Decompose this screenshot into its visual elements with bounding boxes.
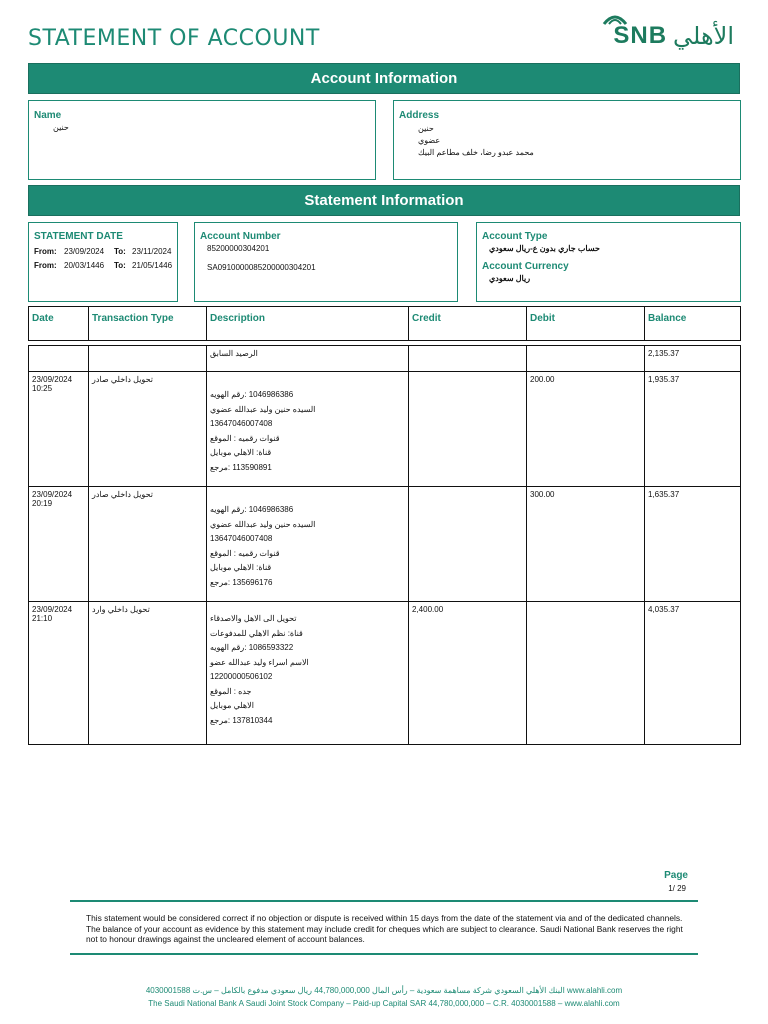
row-type: تحويل داخلي صادر	[89, 372, 207, 487]
name-value: حنين	[53, 123, 69, 132]
row-credit: 2,400.00	[409, 602, 527, 745]
row-balance: 1,935.37	[645, 372, 741, 487]
row-description: تحويل الى الاهل والاصدقاء قناة: نظم الاهلي للمدفوعات 1086593322 :رقم الهويه الاسم اسراء وليد عبدالله عضو 12200000506102 جده : الموقع الاهلي موبايل 137810344 :مرجع	[207, 602, 409, 745]
account-info-banner: Account Information	[28, 63, 740, 94]
account-type-box	[476, 222, 741, 302]
document-title: STATEMENT OF ACCOUNT	[28, 26, 320, 51]
address-line: حنين	[418, 124, 434, 133]
table-header-row	[29, 307, 741, 341]
transactions-table	[28, 306, 741, 745]
name-label: Name	[34, 110, 62, 121]
column-header-debit: Debit	[527, 307, 645, 341]
page-number: 1/ 29	[668, 884, 686, 893]
statement-date-box	[28, 222, 178, 302]
table-row	[29, 602, 741, 745]
bank-logo	[613, 14, 734, 50]
footer-english: The Saudi National Bank A Saudi Joint Stock Company – Paid-up Capital SAR 44,780,000,000 – C.R. 4030001588 – www.alahli.com	[148, 999, 620, 1008]
row-date: 23/09/2024 21:10	[29, 602, 89, 745]
to-date-hijri: 21/05/1446	[132, 261, 173, 270]
statement-date-label: STATEMENT DATE	[34, 231, 123, 242]
account-currency-value: ريال سعودي	[489, 274, 531, 283]
column-header-credit: Credit	[409, 307, 527, 341]
from-label: From:	[34, 247, 57, 256]
to-date-gregorian: 23/11/2024	[132, 247, 172, 256]
row-balance: 4,035.37	[645, 602, 741, 745]
row-debit	[527, 602, 645, 745]
column-header-balance: Balance	[645, 307, 741, 341]
disclaimer-text: This statement would be considered correct if no objection or dispute is received within 15 days from the date of the statement via and of the dedicated channels. The balance of your account as evidence by this statement may include credit for cheques which are subject to clearance. Saudi National Bank reserves the right not to honour drawings against the uncleared element of account balances.	[86, 913, 683, 944]
to-label: To:	[114, 247, 126, 256]
name-box	[28, 100, 376, 180]
row-description: 1046986386 :رقم الهويه السيده حنين وليد عبدالله عضوي 13647046007408 قنوات رقميه : الموقع قناة: الاهلي موبايل 135696176 :مرجع	[207, 487, 409, 602]
address-label: Address	[399, 110, 440, 121]
table-row	[29, 372, 741, 487]
from-date-hijri: 20/03/1446	[64, 261, 105, 270]
account-currency-label: Account Currency	[482, 261, 569, 272]
row-date: 23/09/2024 10:25	[29, 372, 89, 487]
to-label: To:	[114, 261, 126, 270]
divider-top	[70, 900, 698, 902]
row-description: 1046986386 :رقم الهويه السيده حنين وليد عبدالله عضوي 13647046007408 قنوات رقميه : الموقع قناة: الاهلي موبايل 113590891 :مرجع	[207, 372, 409, 487]
row-balance: 1,635.37	[645, 487, 741, 602]
row-date: 23/09/2024 20:19	[29, 487, 89, 602]
address-line: عضوي	[418, 136, 441, 145]
iban-value: SA0910000085200000304201	[207, 263, 316, 272]
opening-description: الرصيد السابق	[207, 346, 409, 372]
opening-balance: 2,135.37	[645, 346, 741, 372]
row-credit	[409, 372, 527, 487]
row-type: تحويل داخلي صادر	[89, 487, 207, 602]
account-type-value: حساب جاري بدون ع-ريال سعودي	[489, 244, 600, 253]
column-header-description: Description	[207, 307, 409, 341]
column-header-date: Date	[29, 307, 89, 341]
from-label: From:	[34, 261, 57, 270]
address-box	[393, 100, 741, 180]
column-header-type: Transaction Type	[89, 307, 207, 341]
row-credit	[409, 487, 527, 602]
logo-arabic-text: الأهلي	[673, 22, 734, 50]
table-row-opening	[29, 346, 741, 372]
row-type: تحويل داخلي وارد	[89, 602, 207, 745]
logo-mark-icon	[602, 12, 628, 26]
from-date-gregorian: 23/09/2024	[64, 247, 105, 256]
account-type-label: Account Type	[482, 231, 548, 242]
page-label: Page	[664, 870, 688, 881]
account-number-box	[194, 222, 458, 302]
account-number-value: 85200000304201	[207, 244, 270, 253]
divider-bottom	[70, 953, 698, 955]
logo-snb-text: SNB	[613, 22, 668, 49]
footer-arabic: البنك الأهلي السعودي شركة مساهمة سعودية – رأس المال 44,780,000,000 ريال سعودي مدفوع بالكامل – س.ت 4030001588 www.alahli.com	[145, 986, 623, 995]
table-row	[29, 487, 741, 602]
statement-info-banner: Statement Information	[28, 185, 740, 216]
row-debit: 300.00	[527, 487, 645, 602]
account-number-label: Account Number	[200, 231, 281, 242]
address-line: محمد عبدو رضا، خلف مطاعم البيك	[418, 148, 534, 157]
row-debit: 200.00	[527, 372, 645, 487]
